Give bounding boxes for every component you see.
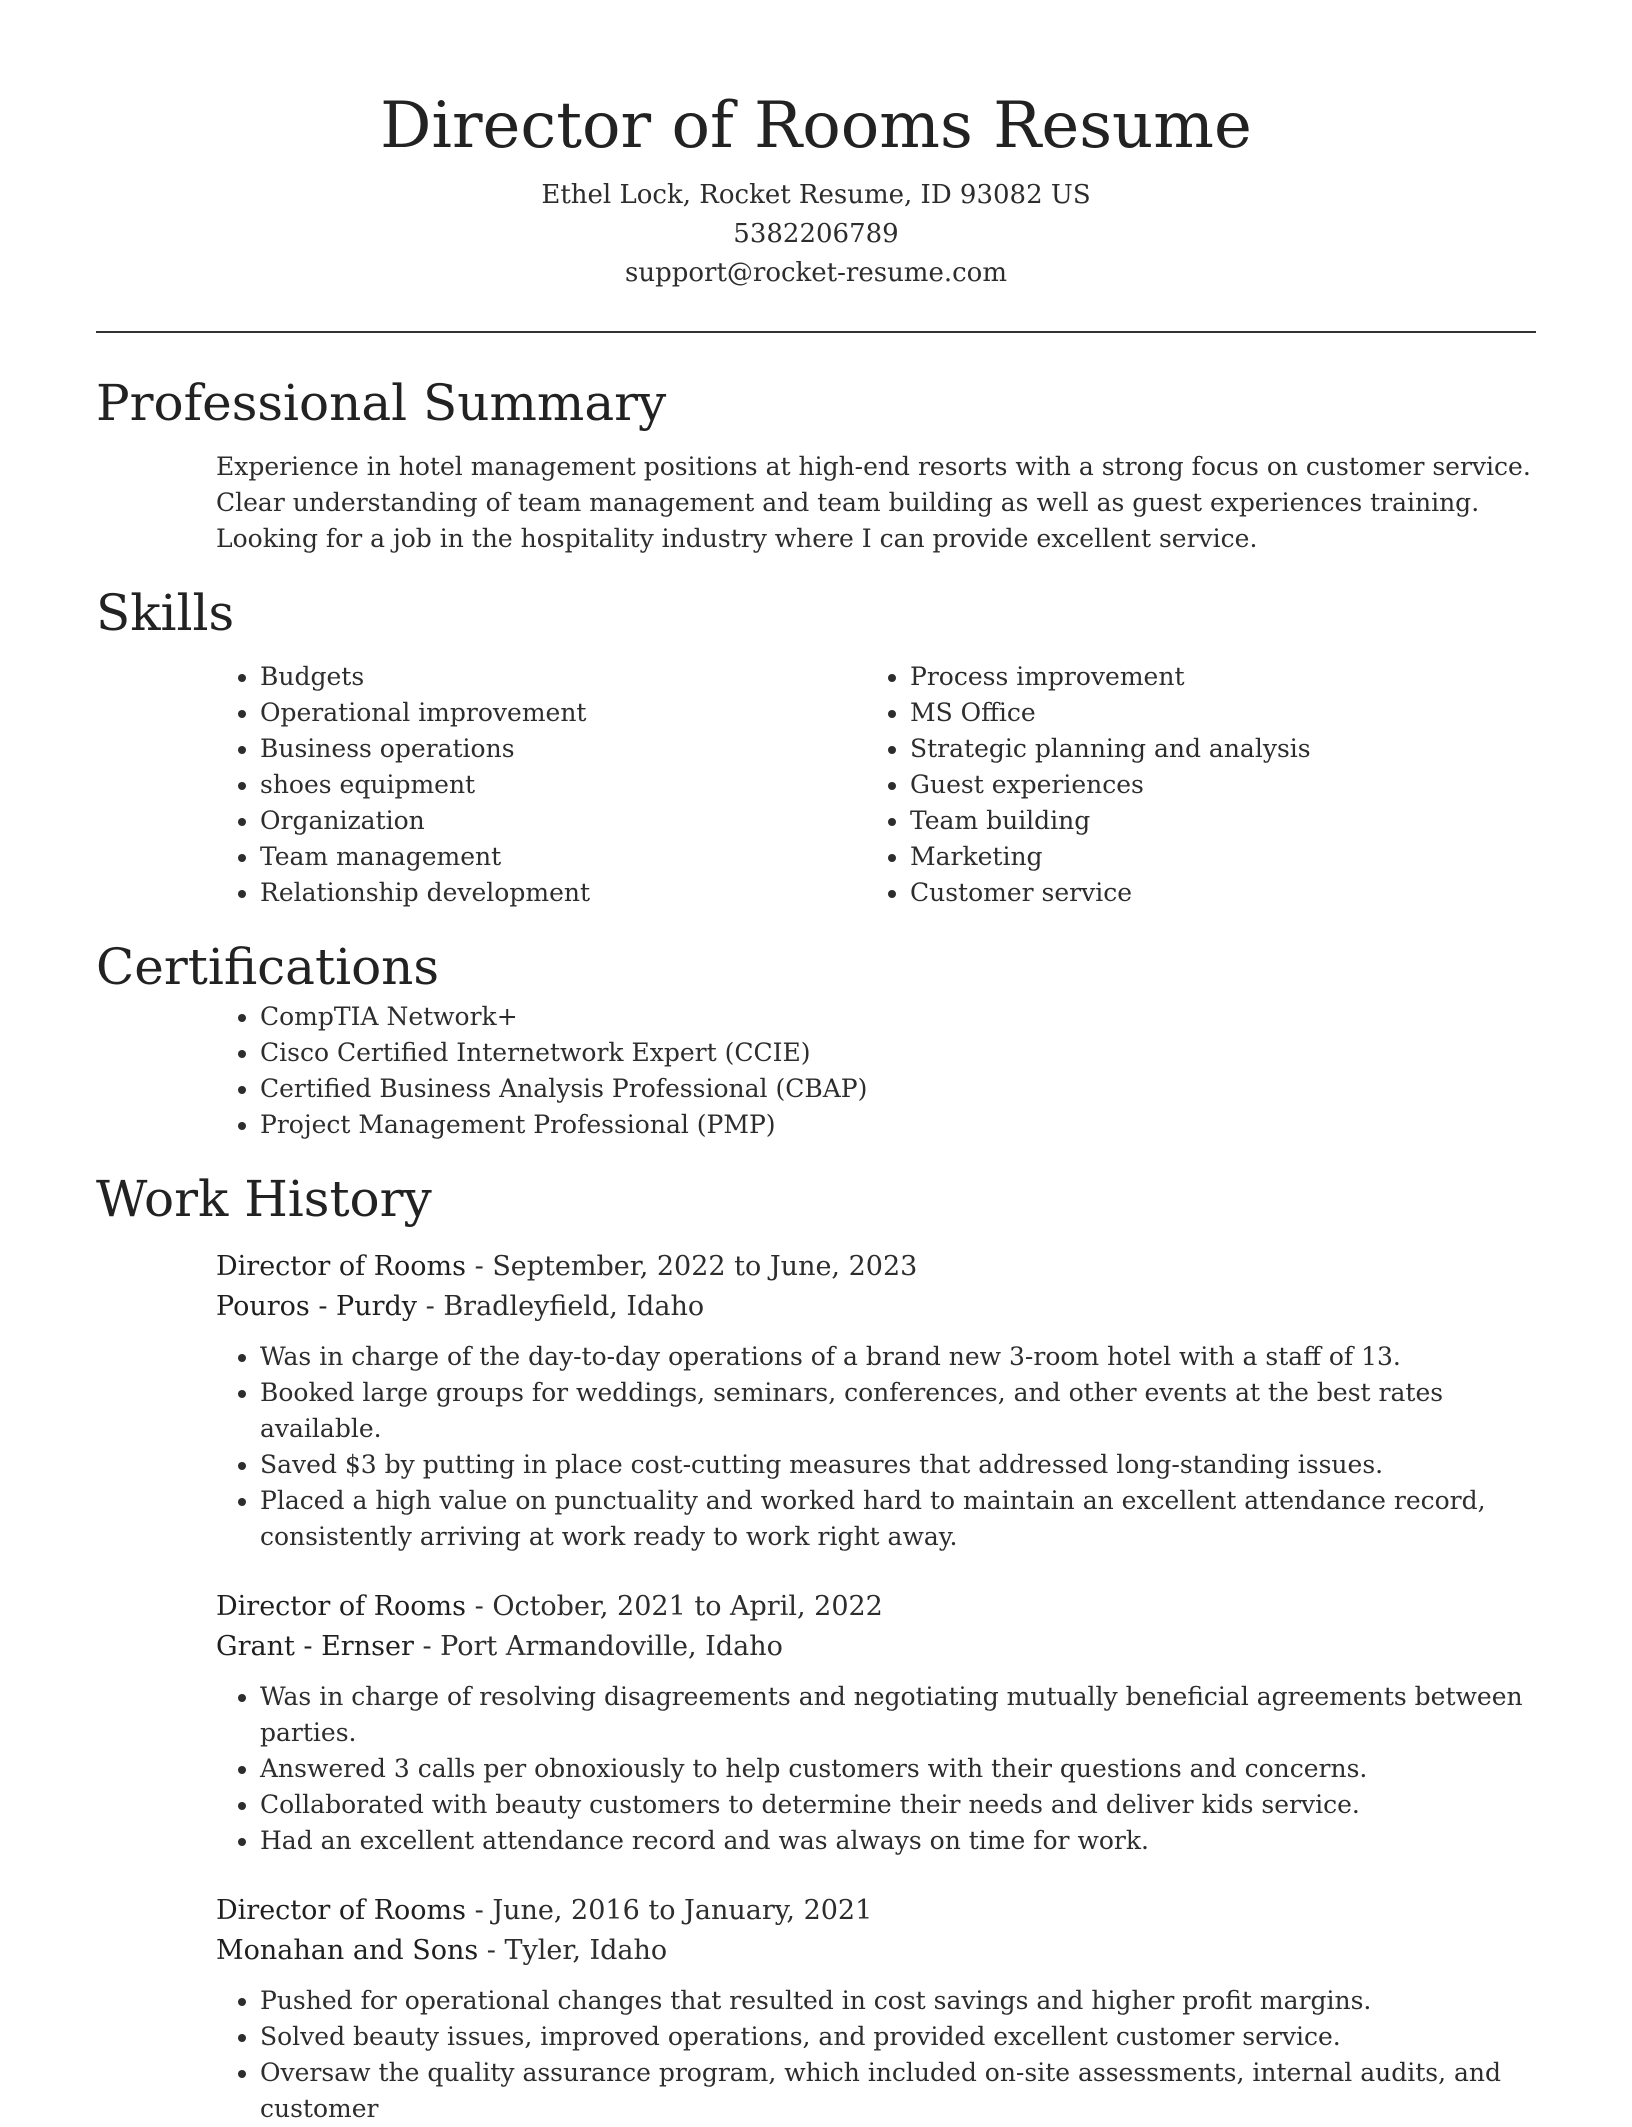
job-company-line: Monahan and Sons - Tyler, Idaho <box>216 1935 668 1966</box>
job-company: Pouros - Purdy <box>216 1291 418 1322</box>
certification-item: • Certified Business Analysis Professional (CBAP) <box>260 1071 1536 1107</box>
skill-item: • Organization <box>260 803 746 839</box>
contact-address: Ethel Lock, Rocket Resume, ID 93082 US <box>541 180 1091 210</box>
job-bullet: • Booked large groups for weddings, seminars, conferences, and other events at the best rates available. <box>260 1375 1536 1447</box>
skill-item: • Budgets <box>260 659 746 695</box>
job-bullet: • Placed a high value on punctuality and worked hard to maintain an excellent attendance record, consistently arriving at work ready to work right away. <box>260 1483 1536 1555</box>
job-company: Grant - Ernser <box>216 1631 414 1662</box>
job-title-line: Director of Rooms - June, 2016 to January, 2021 <box>216 1895 873 1926</box>
header-divider <box>96 331 1536 333</box>
job-bullet: • Was in charge of resolving disagreements and negotiating mutually beneficial agreements between parties. <box>260 1679 1536 1751</box>
job-bullet: • Saved $3 by putting in place cost-cutting measures that addressed long-standing issues. <box>260 1447 1536 1483</box>
skill-item: • Process improvement <box>910 659 1396 695</box>
skill-item: • Guest experiences <box>910 767 1396 803</box>
work-history-heading: Work History <box>96 1170 432 1228</box>
skill-item: • Strategic planning and analysis <box>910 731 1396 767</box>
certifications-heading: Certifications <box>96 938 440 996</box>
resume-title: Director of Rooms Resume <box>380 89 1252 163</box>
resume-page <box>96 0 1536 2127</box>
job-bullets <box>96 1339 1536 1555</box>
certification-item: • Cisco Certified Internetwork Expert (CCIE) <box>260 1035 1536 1071</box>
work-history-list <box>96 1247 1536 2127</box>
skill-item: • Customer service <box>910 875 1396 911</box>
job-title: Director of Rooms <box>216 1251 467 1282</box>
certification-item: • Project Management Professional (PMP) <box>260 1107 1536 1143</box>
job-title: Director of Rooms <box>216 1895 467 1926</box>
job-entry <box>96 1587 1536 1859</box>
job-bullet: • Collaborated with beauty customers to determine their needs and deliver kids service. <box>260 1787 1536 1823</box>
job-location: Port Armandoville, Idaho <box>440 1631 783 1662</box>
certification-item: • CompTIA Network+ <box>260 999 1536 1035</box>
skill-item: • Business operations <box>260 731 746 767</box>
job-bullets <box>96 1983 1536 2127</box>
job-bullet: • Had an excellent attendance record and was always on time for work. <box>260 1823 1536 1859</box>
job-entry <box>96 1247 1536 1555</box>
job-title-line: Director of Rooms - October, 2021 to April, 2022 <box>216 1591 883 1622</box>
job-company: Monahan and Sons <box>216 1935 479 1966</box>
job-location: Tyler, Idaho <box>504 1935 668 1966</box>
job-bullet: • Solved beauty issues, improved operations, and provided excellent customer service. <box>260 2019 1536 2055</box>
job-bullet: • Pushed for operational changes that resulted in cost savings and higher profit margins. <box>260 1983 1536 2019</box>
summary-text: Experience in hotel management positions at high-end resorts with a strong focus on customer service. Clear understanding of team management and team building as well as guest experiences training. Looking for a job in the hospitality industry where I can provide excellent service. <box>216 452 1531 553</box>
job-dates: October, 2021 to April, 2022 <box>492 1591 883 1622</box>
skill-item: • Team building <box>910 803 1396 839</box>
skill-item: • Marketing <box>910 839 1396 875</box>
skills-list-left <box>96 659 746 911</box>
contact-phone: 5382206789 <box>733 219 899 249</box>
skill-item: • shoes equipment <box>260 767 746 803</box>
skill-item: • MS Office <box>910 695 1396 731</box>
contact-block <box>96 176 1536 293</box>
summary-heading: Professional Summary <box>96 374 667 432</box>
skills-list-right <box>746 659 1396 911</box>
job-dates: September, 2022 to June, 2023 <box>492 1251 918 1282</box>
job-bullet: • Oversaw the quality assurance program, which included on-site assessments, internal audits, and customer <box>260 2055 1536 2127</box>
job-bullet: • Answered 3 calls per obnoxiously to help customers with their questions and concerns. <box>260 1751 1536 1787</box>
skill-item: • Team management <box>260 839 746 875</box>
skill-item: • Relationship development <box>260 875 746 911</box>
contact-email: support@rocket-resume.com <box>624 258 1007 288</box>
job-company-line: Pouros - Purdy - Bradleyfield, Idaho <box>216 1291 705 1322</box>
certifications-list <box>96 999 1536 1143</box>
job-entry <box>96 1891 1536 2127</box>
job-location: Bradleyfield, Idaho <box>443 1291 705 1322</box>
skills-heading: Skills <box>96 584 235 642</box>
job-dates: June, 2016 to January, 2021 <box>492 1895 873 1926</box>
skills-column-right <box>746 659 1396 911</box>
job-bullets <box>96 1679 1536 1859</box>
skills-columns <box>96 659 1536 911</box>
job-title-line: Director of Rooms - September, 2022 to June, 2023 <box>216 1251 918 1282</box>
skills-column-left <box>96 659 746 911</box>
job-bullet: • Was in charge of the day-to-day operations of a brand new 3-room hotel with a staff of 13. <box>260 1339 1536 1375</box>
skill-item: • Operational improvement <box>260 695 746 731</box>
job-company-line: Grant - Ernser - Port Armandoville, Idaho <box>216 1631 783 1662</box>
job-title: Director of Rooms <box>216 1591 467 1622</box>
